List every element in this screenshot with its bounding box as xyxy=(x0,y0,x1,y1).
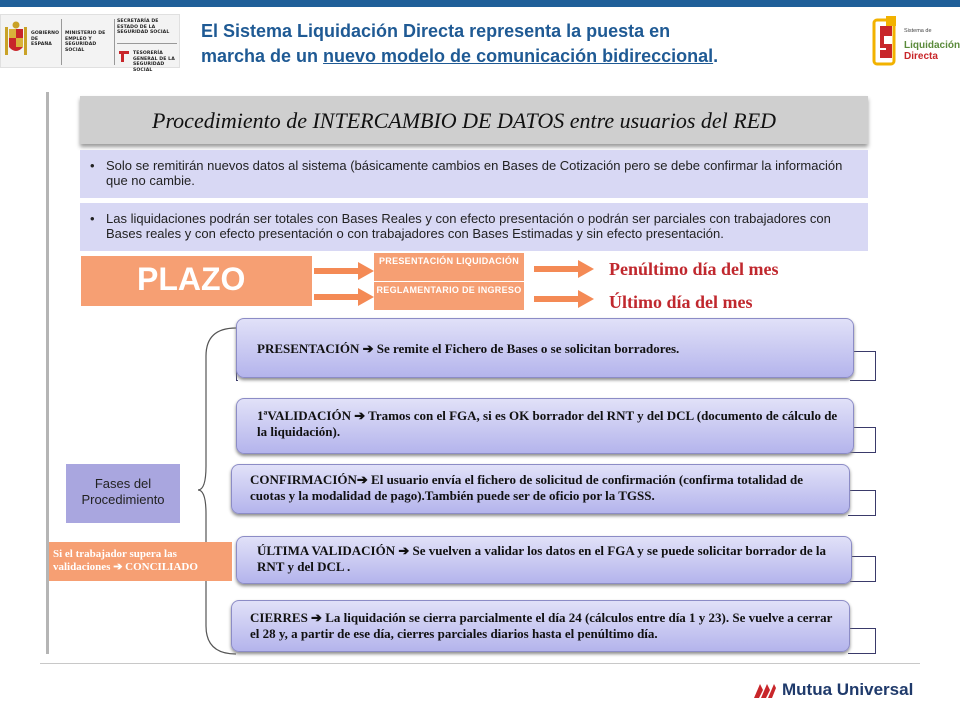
gov-text-gobierno: GOBIERNO DE ESPAÑA xyxy=(31,31,60,48)
mutua-brand-text: Mutua Universal xyxy=(782,680,914,699)
presentacion-liquidacion-box: PRESENTACIÓN LIQUIDACIÓN xyxy=(374,253,524,281)
headline-line-2-prefix: marcha de un xyxy=(201,46,324,66)
phase-text xyxy=(257,341,837,357)
phase-name: ÚLTIMA VALIDACIÓN xyxy=(257,543,396,558)
sld-directa: Directa xyxy=(904,51,938,62)
slide-title: Procedimiento de INTERCAMBIO DE DATOS entre usuarios del RED xyxy=(152,108,777,133)
bullet-text: Solo se remitirán nuevos datos al sistema (básicamente cambios en Bases de Cotización pero se debe confirmar la información que no cambie. xyxy=(106,158,843,188)
gov-divider xyxy=(61,19,62,65)
arrow-right-icon: ➔ xyxy=(311,610,322,625)
tgss-logo-icon xyxy=(117,49,131,63)
government-logo xyxy=(0,14,180,73)
plazo-box xyxy=(81,256,312,306)
phase-primera-validacion xyxy=(236,398,854,454)
fases-del-procedimiento-box: Fases del Procedimiento xyxy=(66,464,180,523)
plazo-label: PLAZO xyxy=(137,261,246,297)
footer-divider xyxy=(40,663,920,664)
phase-name: CIERRES xyxy=(250,610,308,625)
mutua-universal-logo xyxy=(754,680,934,702)
arrow-right-icon: ➔ xyxy=(398,543,410,558)
slide-title-banner xyxy=(80,96,868,144)
coat-of-arms-icon xyxy=(4,21,28,59)
arrow-right-icon: ➔ xyxy=(356,472,368,487)
phase-name: PRESENTACIÓN xyxy=(257,341,360,356)
headline xyxy=(201,19,841,69)
gov-divider xyxy=(117,43,177,44)
phase-text xyxy=(257,408,842,440)
mutua-logo-icon xyxy=(754,682,776,698)
gov-text-tesoreria: TESORERÍA GENERAL DE LA SEGURIDAD SOCIAL xyxy=(133,51,175,73)
info-bullet-box xyxy=(80,203,868,251)
arrow-right-icon xyxy=(534,290,594,308)
arrow-right-icon xyxy=(534,260,594,278)
phase-description: La liquidación se cierra parcialmente el día 24 (cálculos entre día 1 y 23). Se vuelve a cerrar el 28 y, a partir de ese día, cierres parciales diarios hasta el penúltimo día. xyxy=(250,610,833,641)
phase-text xyxy=(257,543,842,575)
phase-connector xyxy=(848,628,876,654)
arrow-right-icon xyxy=(314,262,374,280)
headline-underlined-phrase: nuevo modelo de comunicación bidireccional xyxy=(323,46,714,66)
reglamentario-ingreso-box: REGLAMENTARIO DE INGRESO xyxy=(374,282,524,310)
phase-cierres xyxy=(231,600,850,652)
conciliado-note: Si el trabajador supera las validaciones ➔ CONCILIADO xyxy=(49,542,232,581)
info-bullet-box xyxy=(80,150,868,198)
phase-presentacion xyxy=(236,318,854,378)
phase-text xyxy=(250,472,835,504)
gov-text-secretaria: SECRETARÍA DE ESTADO DE LA SEGURIDAD SOCIAL xyxy=(117,19,170,36)
headline-line-1: El Sistema Liquidación Directa representa la puesta en xyxy=(201,21,671,41)
gov-divider xyxy=(114,19,115,65)
bullet-text: Las liquidaciones podrán ser totales con Bases Reales y con efecto presentación o podrán ser parciales con trabajadores con Bases reales y con efecto presentación o con trabajadores con Bases Estimadas y sin efecto presentación. xyxy=(106,211,831,241)
deadline-ultimo: Último día del mes xyxy=(609,292,753,312)
sld-big-text xyxy=(904,40,960,62)
phase-text xyxy=(250,610,835,642)
arrow-right-icon: ➔ xyxy=(362,341,374,356)
gov-text-ministerio: MINISTERIO DE EMPLEO Y SEGURIDAD SOCIAL xyxy=(65,31,106,53)
deadline-penultimo: Penúltimo día del mes xyxy=(609,259,779,279)
phase-description: Tramos con el FGA, si es OK borrador del RNT y del DCL (documento de cálculo de la liquidación). xyxy=(257,408,838,439)
arrow-right-icon: ➔ xyxy=(354,408,366,423)
phase-name: 1ªVALIDACIÓN xyxy=(257,408,351,423)
phase-connector xyxy=(850,556,876,582)
bullet-dot-icon: • xyxy=(90,211,95,226)
phase-description: Se vuelven a validar los datos en el FGA y se puede solicitar borrador de la RNT y del DCL . xyxy=(257,543,826,574)
sld-small-text: Sistema de xyxy=(904,28,932,34)
phase-name: CONFIRMACIÓN xyxy=(250,472,357,487)
phase-description: Se remite el Fichero de Bases o se solicitan borradores. xyxy=(373,341,680,356)
phase-connector xyxy=(848,490,876,516)
sistema-liquidacion-directa-logo xyxy=(868,12,960,72)
bullet-dot-icon: • xyxy=(90,158,95,173)
sld-emblem-icon xyxy=(872,14,898,68)
phase-description: El usuario envía el fichero de solicitud de confirmación (confirma totalidad de cuotas y la modalidad de pago).También puede ser de oficio por la TGSS. xyxy=(250,472,804,503)
headline-suffix: . xyxy=(713,46,719,66)
phase-confirmacion xyxy=(231,464,850,514)
top-accent-bar xyxy=(0,0,960,7)
arrow-right-icon xyxy=(314,288,374,306)
phase-ultima-validacion xyxy=(236,536,852,584)
sld-liquidacion: Liquidación xyxy=(904,40,960,51)
